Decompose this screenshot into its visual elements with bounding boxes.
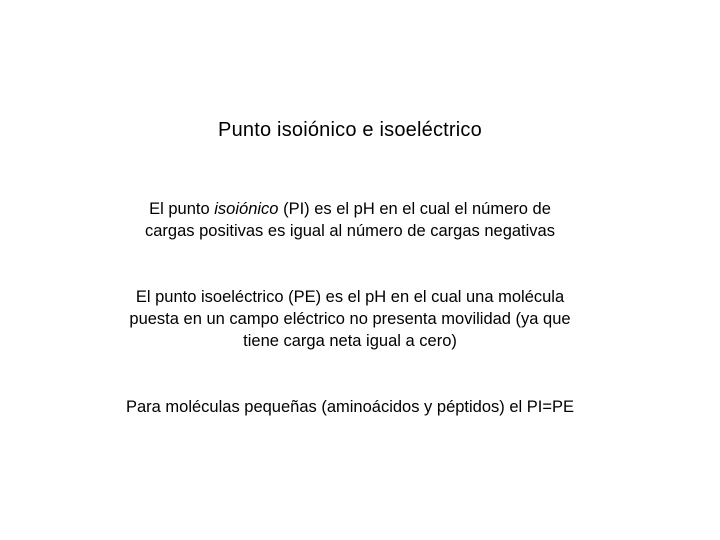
isoionic-term: isoiónico	[214, 200, 279, 218]
isoelectric-definition	[0, 286, 700, 352]
isoelectric-line-2: puesta en un campo eléctrico no presenta movilidad (ya que	[129, 310, 571, 328]
small-molecules-note	[0, 396, 700, 418]
isoionic-definition	[0, 198, 700, 242]
isoionic-line-1-start: El punto	[149, 200, 215, 218]
isoelectric-line-3: tiene carga neta igual a cero)	[243, 332, 457, 350]
slide-title: Punto isoiónico e isoeléctrico	[218, 119, 482, 141]
small-molecules-line-1: Para moléculas pequeñas (aminoácidos y péptidos) el PI=PE	[125, 398, 575, 416]
isoelectric-line-1: El punto isoeléctrico (PE) es el pH en el cual una molécula	[135, 288, 565, 306]
isoionic-line-2: cargas positivas es igual al número de cargas negativas	[145, 222, 555, 240]
isoionic-line-1-end: (PI) es el pH en el cual el número de	[278, 200, 551, 218]
isoionic-line-1	[0, 198, 700, 220]
